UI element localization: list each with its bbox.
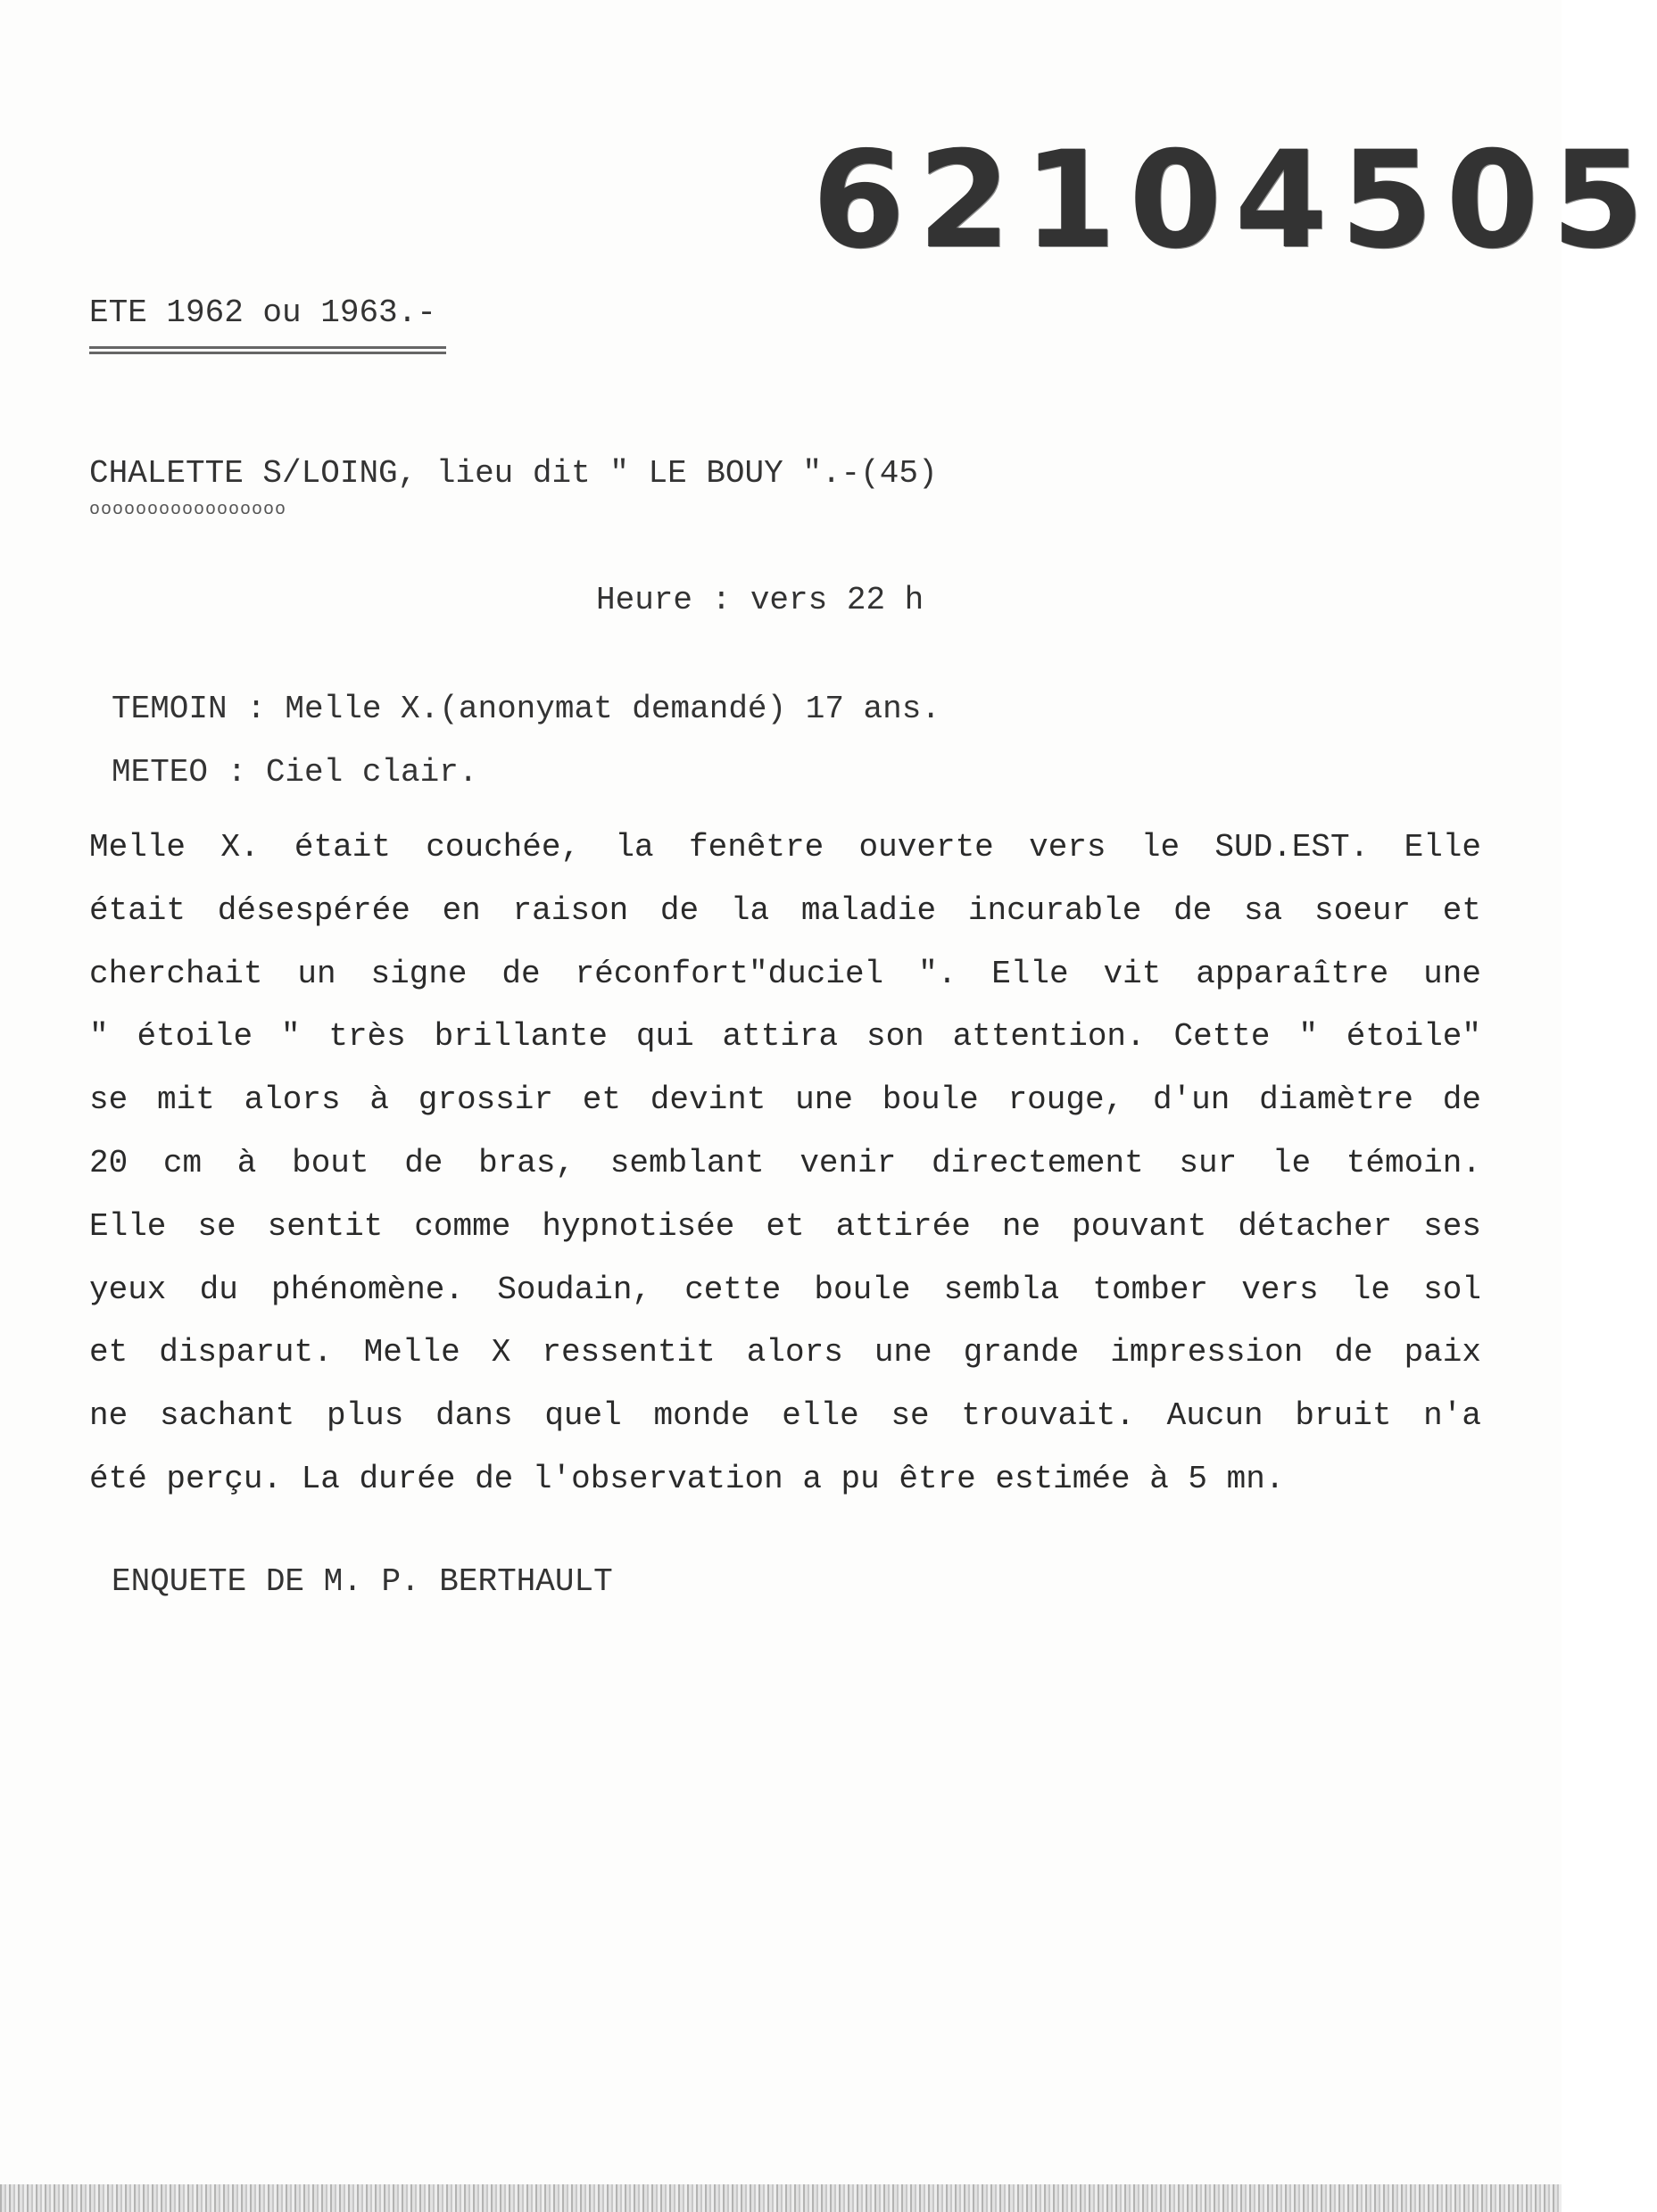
body-line: ne sachant plus dans quel monde elle se trouvait. Aucun bruit n'a [89, 1397, 1481, 1435]
body-line: Elle se sentit comme hypnotisée et attirée ne pouvant détacher ses [89, 1207, 1481, 1245]
body-line: était désespérée en raison de la maladie incurable de sa soeur et [89, 891, 1481, 929]
investigator-line: ENQUETE DE M. P. BERTHAULT [112, 1563, 613, 1600]
report-body [89, 816, 1481, 1512]
body-line: 20 cm à bout de bras, semblant venir directement sur le témoin. [89, 1144, 1481, 1181]
body-line: yeux du phénomène. Soudain, cette boule sembla tomber vers le sol [89, 1271, 1481, 1308]
body-line: cherchait un signe de réconfort"duciel ". Elle vit apparaître une [89, 955, 1481, 992]
date-heading: ETE 1962 ou 1963.- [89, 294, 436, 331]
body-line: et disparut. Melle X ressentit alors une grande impression de paix [89, 1334, 1481, 1371]
date-heading-underline [89, 346, 446, 354]
document-number: 62104505 [812, 123, 1657, 278]
scan-edge-strip [0, 2184, 1562, 2212]
observation-hour: Heure : vers 22 h [596, 582, 924, 618]
witness-line: TEMOIN : Melle X.(anonymat demandé) 17 ans. [112, 691, 940, 727]
body-line: été perçu. La durée de l'observation a pu être estimée à 5 mn. [89, 1460, 1285, 1497]
body-line: Melle X. était couchée, la fenêtre ouverte vers le SUD.EST. Elle [89, 829, 1481, 866]
body-line: se mit alors à grossir et devint une boule rouge, d'un diamètre de [89, 1081, 1481, 1119]
weather-line: METEO : Ciel clair. [112, 754, 478, 791]
location-underline: ooooooooooooooooo [89, 500, 287, 520]
body-line: " étoile " très brillante qui attira son attention. Cette " étoile" [89, 1018, 1481, 1056]
location-heading: CHALETTE S/LOING, lieu dit " LE BOUY ".-(45) [89, 455, 938, 492]
